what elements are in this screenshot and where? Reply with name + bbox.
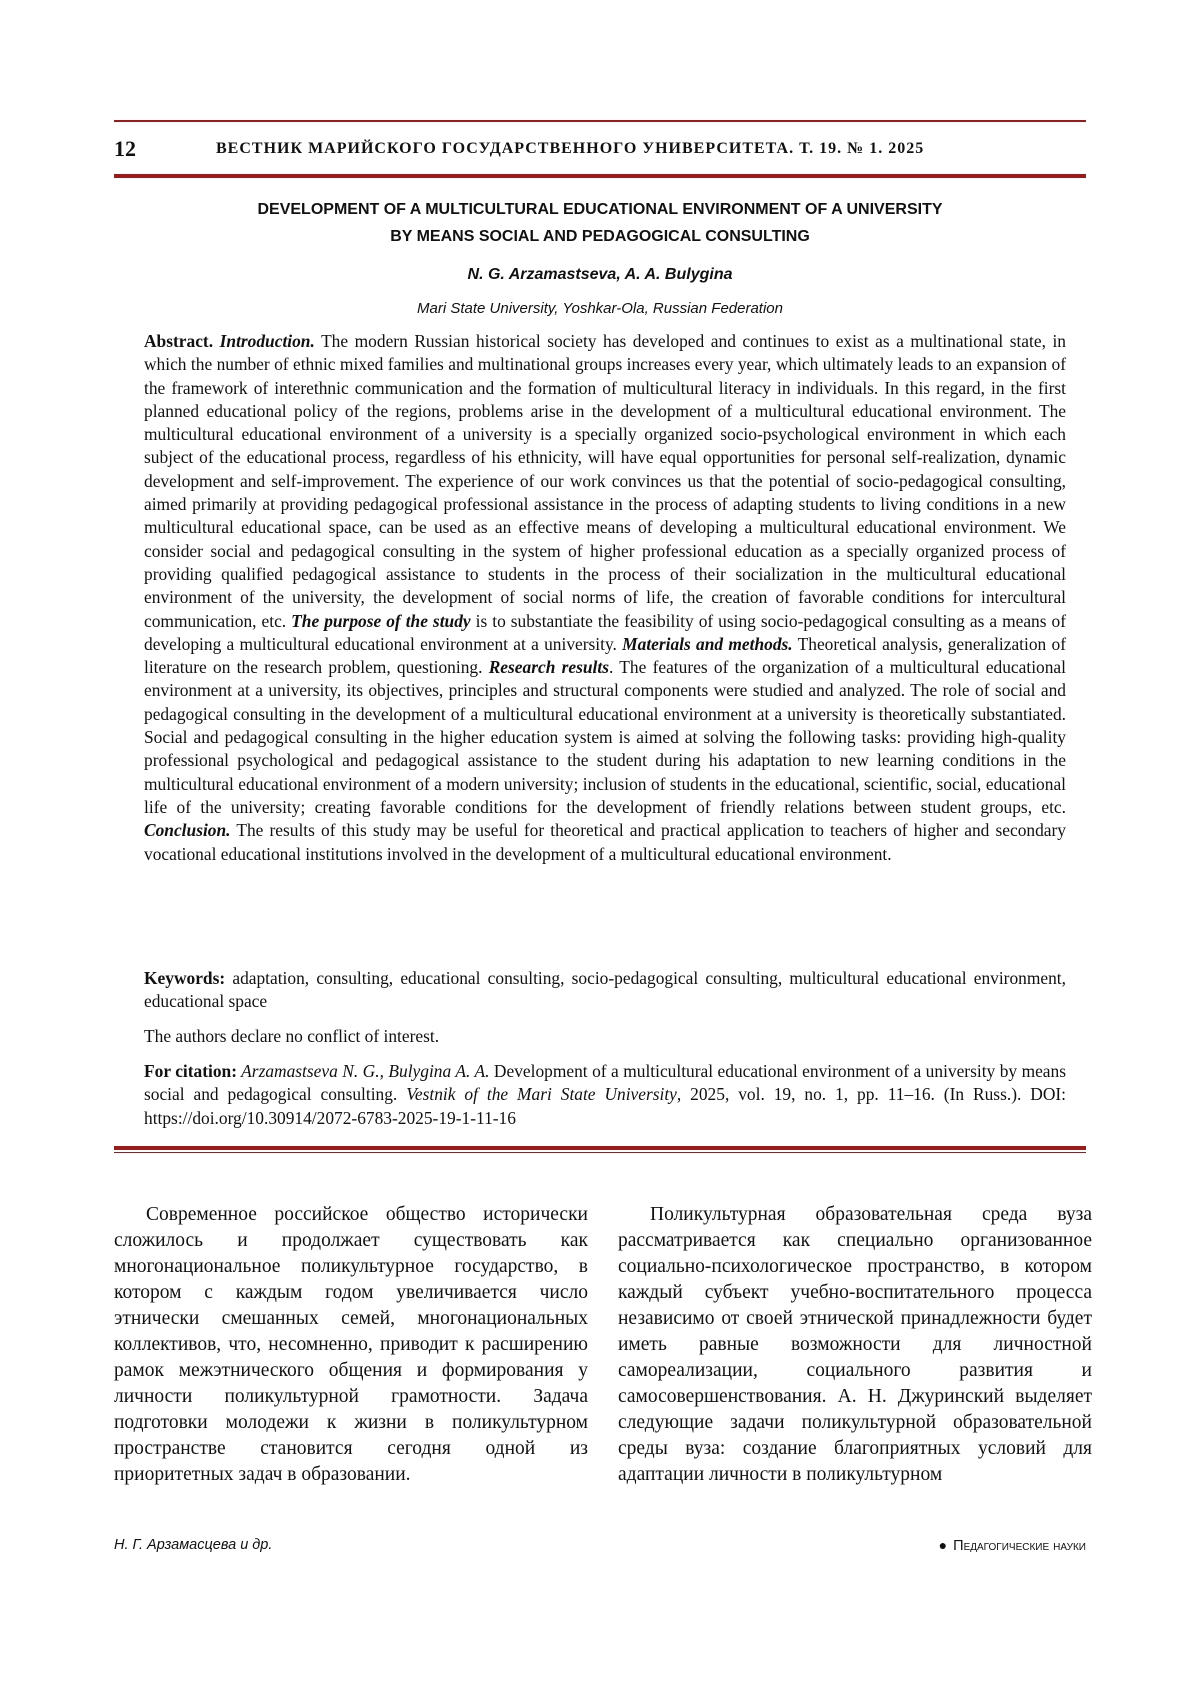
affiliation: Mari State University, Yoshkar-Ola, Russian Federation [417, 300, 783, 317]
methods-label: Materials and methods. [622, 633, 793, 654]
footer-section-name: Педагогические науки [953, 1538, 1086, 1554]
body-column-left [114, 1202, 588, 1488]
footer-authors: Н. Г. Арзамасцева и др. [114, 1537, 273, 1553]
citation-authors: Arzamastseva N. G., Bulygina A. A. [237, 1061, 490, 1081]
keywords-label: Keywords: [144, 968, 226, 988]
bullet-icon: ● [938, 1537, 948, 1553]
keywords [144, 967, 1066, 1014]
running-header [114, 136, 1086, 162]
abstract-label: Abstract. [144, 331, 214, 351]
article-title [114, 196, 1086, 250]
header-bottom-rule [114, 174, 1086, 178]
title-line-2: BY MEANS SOCIAL AND PEDAGOGICAL CONSULTING [390, 228, 810, 245]
results-label: Research results [488, 657, 609, 678]
body-paragraph: Поликультурная образовательная среда вуза рассматривается как специально организованное социально-психологическое пространство, в котором каждый субъект учебно-воспитательного процесса независимо от своей этнической принадлежности будет иметь равные возможности для личностной самореализации, социального развития и самосовершенствования. А. Н. Джуринский выделяет следующие задачи поликультурной образовательной среды вуза: создание благоприятных условий для адаптации личности в поликультурном [618, 1204, 1092, 1485]
citation [144, 1060, 1066, 1130]
citation-text-1: Development of a multicultural educational environment of a university by means social and pedagogical consulting. [144, 1061, 1066, 1105]
page-footer [114, 1537, 1086, 1559]
keywords-text: adaptation, consulting, educational consulting, socio-pedagogical consulting, multicultural educational environment, educational space [144, 968, 1066, 1012]
citation-label: For citation: [144, 1061, 238, 1081]
citation-text-2: , 2025, vol. 19, no. 1, pp. 11–16. (In Russ.). DOI: https://doi.org/10.30914/2072-6783-2025-19-1-11-16 [144, 1084, 1066, 1128]
section-rule-thick [114, 1146, 1086, 1150]
citation-journal: Vestnik of the Mari State University [406, 1084, 677, 1105]
body-paragraph: Современное российское общество исторически сложилось и продолжает существовать как многонациональное поликультурное государство, в котором с каждым годом увеличивается число этнически смешанных семей, многонациональных коллективов, что, несомненно, приводит к расширению рамок межэтнического общения и формирования у личности поликультурной грамотности. Задача подготовки молодежи к жизни в поликультурном пространстве становится сегодня одной из приоритетных задач в образовании. [114, 1204, 588, 1485]
body-column-right [618, 1202, 1092, 1488]
page-number: 12 [114, 136, 136, 161]
conclusion-text: The results of this study may be useful for theoretical and practical application to teachers of higher and secondary vocational educational institutions involved in the development of a multicultural educational environment. [144, 820, 1066, 864]
footer-section [939, 1537, 1086, 1554]
authors: N. G. Arzamastseva, A. A. Bulygina [467, 266, 733, 283]
purpose-text: is to substantiate the feasibility of using socio-pedagogical consulting as a means of developing a multicultural educational environment at a university. [144, 610, 1067, 654]
journal-title: ВЕСТНИК МАРИЙСКОГО ГОСУДАРСТВЕННОГО УНИВЕРСИТЕТА. Т. 19. № 1. 2025 [216, 140, 925, 157]
header-top-rule [114, 120, 1086, 122]
title-line-1: DEVELOPMENT OF A MULTICULTURAL EDUCATIONAL ENVIRONMENT OF A UNIVERSITY [257, 201, 943, 218]
purpose-label: The purpose of the study [291, 610, 471, 631]
abstract [144, 330, 1066, 866]
section-rule-thin [114, 1152, 1086, 1153]
results-text: . The features of the organization of a multicultural educational environment at a university, its objectives, principles and structural components were studied and analyzed. The role of social and pedagogical consulting in the development of a multicultural educational environment at a university is theoretically substantiated. Social and pedagogical consulting in the higher education system is aimed at solving the following tasks: providing high-quality professional psychological and pedagogical assistance to the student during his adaptation to new learning conditions in the multicultural educational environment of a modern university; inclusion of students in the educational, scientific, social, educational life of the university; creating favorable conditions for the development of friendly relations between student groups, etc. [144, 657, 1066, 817]
introduction-label: Introduction. [219, 331, 315, 351]
conflict-statement: The authors declare no conflict of interest. [144, 1026, 440, 1046]
conclusion-label: Conclusion. [144, 820, 231, 841]
introduction-text: The modern Russian historical society has developed and continues to exist as a multinational state, in which the number of ethnic mixed families and multinational groups increases every year, which ultimately leads to an expansion of the framework of interethnic communication and the formation of multicultural literacy in individuals. In this regard, in the first planned educational policy of the regions, problems arise in the development of a multicultural educational environment. The multicultural educational environment of a university is a specially organized socio-psychological environment in which each subject of the educational process, regardless of his ethnicity, will have equal opportunities for personal self-realization, dynamic development and self-improvement. The experience of our work convinces us that the potential of socio-pedagogical consulting, aimed primarily at providing pedagogical professional assistance in the process of adapting students to living conditions in a new multicultural educational space, can be used as an effective means of developing a multicultural educational environment. We consider social and pedagogical consulting in the system of higher professional education as a specially organized process of providing qualified pedagogical assistance to students in the process of their socialization in the multicultural educational environment of the university, the development of social norms of life, the creation of favorable conditions for intercultural communication, etc. [144, 331, 1066, 631]
methods-text: Theoretical analysis, generalization of literature on the research problem, questioning. [144, 633, 1066, 678]
